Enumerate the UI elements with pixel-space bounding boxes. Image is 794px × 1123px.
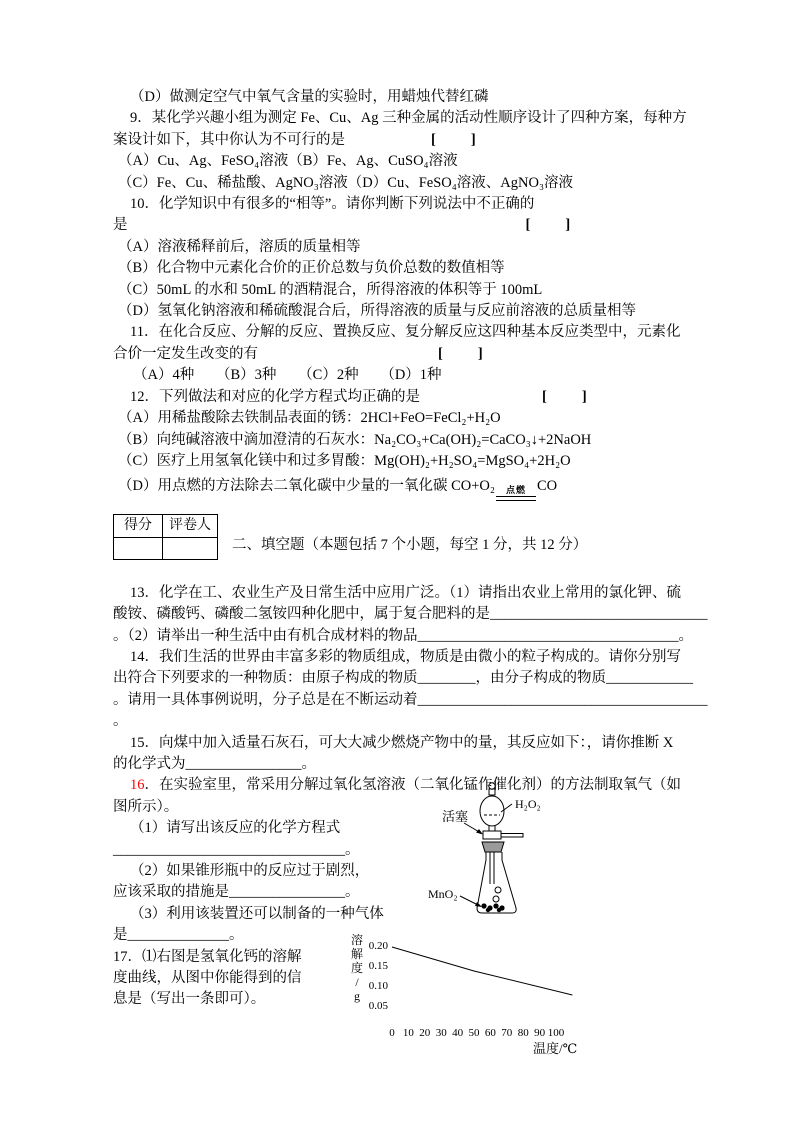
apparatus-drawing (420, 778, 640, 928)
q16-sub1-blank: ________________________________。 (113, 841, 360, 858)
double-equals-line (496, 496, 536, 501)
peroxide-label: H₂O₂ (515, 797, 541, 811)
catalyst-label: MnO₂ (428, 887, 458, 901)
q15-line2: 的化学式为________________。 (113, 755, 316, 772)
svg-text:0: 0 (389, 1027, 395, 1039)
q10-stem-line1: 10．化学知识中有很多的“相等”。请你判断下列说法中不正确的 (130, 196, 535, 213)
svg-text:20: 20 (419, 1027, 431, 1039)
q16-sub2-line2: 应该采取的措施是________________。 (113, 884, 360, 901)
funnel-stopper-neck (489, 789, 495, 795)
q17-line2: 度曲线，从图中你能得到的信 (113, 970, 302, 987)
q16-line2: 图所示）。 (113, 798, 179, 815)
score-value-cell (114, 537, 163, 559)
piston-arrow-head (476, 829, 483, 835)
q14-line2: 出符合下列要求的一种物质：由原子构成的物质________，由分子构成的物质____________ (113, 670, 693, 687)
svg-text:70: 70 (501, 1027, 513, 1039)
score-table (113, 514, 218, 559)
q13-line1: 13．化学在工、农业生产及日常生活中应用广泛。（1）请指出农业上常用的氯化钾、硫 (130, 584, 681, 601)
q9-answer-bracket: [ ] (431, 131, 478, 148)
solubility-chart-figure (340, 918, 730, 1068)
q16-sub2-line1: （2）如果锥形瓶中的反应过于剧烈， (130, 863, 370, 879)
q11-answer-bracket: [ ] (438, 345, 485, 362)
chart-x-tick-labels (389, 1027, 565, 1039)
q11-stem-line1: 11．在化合反应、分解的反应、置换反应、复分解反应这四种基本反应类型中，元素化 (130, 324, 681, 341)
q14-line3: 。请用一具体事例说明，分子总是在不断运动着________________________________________ (113, 691, 708, 708)
q14-line4: 。 (113, 713, 128, 730)
reviewer-label-cell: 评卷人 (163, 515, 218, 537)
q12-option-c: （C）医疗上用氢氧化镁中和过多胃酸：Mg(OH)₂+H₂SO₄=MgSO₄+2H₂O (118, 452, 571, 469)
q8-option-d: （D）做测定空气中氧气含量的实验时，用蜡烛代替红磷 (130, 89, 489, 105)
svg-text:100: 100 (547, 1027, 565, 1039)
q9-options-ab: （A）Cu、Ag、FeSO₄溶液（B）Fe、Ag、CuSO₄溶液 (118, 153, 458, 170)
q10-option-d: （D）氢氧化钠溶液和稀硫酸混合后，所得溶液的质量与反应前溶液的总质量相等 (118, 303, 636, 320)
q14-line1: 14．我们生活的世界由丰富多彩的物质组成，物质是由微小的粒子构成的。请你分别写 (130, 648, 681, 665)
svg-text:溶: 溶 (350, 933, 364, 947)
svg-text:解: 解 (350, 947, 364, 961)
q15-line1: 15．向煤中加入适量石灰石，可大大减少燃烧产物中的量，其反应如下：，请你推断 X (130, 734, 674, 751)
chart-y-tick-labels (369, 940, 389, 1012)
svg-text:度: 度 (350, 961, 364, 975)
svg-text:10: 10 (402, 1027, 414, 1039)
svg-text:30: 30 (435, 1027, 447, 1039)
svg-text:0.15: 0.15 (368, 960, 388, 972)
q11-stem-line2: 合价一定发生改变的有 [ ] (113, 345, 485, 362)
q16-sub3-line1: （3）利用该装置还可以制备的一种气体 (130, 905, 384, 922)
section2-title: 二、填空题（本题包括 7 个小题，每空 1 分，共 12 分） (232, 537, 588, 554)
bubble-2 (493, 896, 499, 902)
score-label-cell: 得分 (114, 515, 163, 537)
q10-stem-line2: 是 [ ] (113, 217, 573, 234)
piston-label: 活塞 (442, 809, 469, 824)
stopcock-handle (501, 834, 523, 838)
q12-stem: 12．下列做法和对应的化学方程式均正确的是 [ ] (130, 388, 589, 405)
rubber-stopper (482, 842, 504, 852)
bubble-1 (495, 887, 501, 893)
q17-line3: 息是（写出一条即可）。 (113, 991, 266, 1008)
q12-answer-bracket: [ ] (542, 388, 589, 405)
svg-text:0.10: 0.10 (368, 980, 388, 992)
q10-option-a: （A）溶液稀释前后，溶质的质量相等 (118, 238, 361, 255)
chart-y-axis-label (351, 932, 363, 1003)
q13-line3: 。（2）请举出一种生活中由有机合成材料的物品____________________________________。 (113, 627, 693, 644)
chart-x-axis-label: 温度/℃ (533, 1041, 578, 1056)
catalyst-solid (481, 903, 504, 912)
q12-option-b: （B）向纯碱溶液中滴加澄清的石灰水：Na₂CO₃+Ca(OH)₂=CaCO₃↓+2NaOH (118, 431, 592, 448)
q16-sub3-line2: 是______________。 (113, 927, 244, 944)
oxygen-apparatus-figure (420, 778, 640, 928)
q10-answer-bracket: [ ] (525, 217, 573, 234)
q12-option-a: （A）用稀盐酸除去铁制品表面的锈：2HCl+FeO=FeCl₂+H₂O (118, 410, 501, 427)
svg-text:0.05: 0.05 (368, 1000, 388, 1012)
solubility-curve-line (392, 947, 572, 995)
q16-number: 16 (130, 777, 145, 794)
funnel-stopper-knob (489, 783, 495, 789)
svg-text:90: 90 (534, 1027, 546, 1039)
funnel-bulb (480, 796, 504, 826)
q9-stem-line2: 案设计如下，其中你认为不可行的是 [ ] (113, 131, 478, 148)
svg-text:40: 40 (452, 1027, 464, 1039)
q12-option-d: （D）用点燃的方法除去二氧化碳中少量的一氧化碳 CO+O₂ 点燃 CO (113, 476, 685, 501)
svg-text:60: 60 (484, 1027, 496, 1039)
svg-text:/: / (355, 975, 359, 989)
ignite-condition: 点燃 (496, 485, 536, 501)
svg-text:80: 80 (517, 1027, 529, 1039)
q9-options-cd: （C）Fe、Cu、稀盐酸、AgNO₃溶液（D）Cu、FeSO₄溶液、AgNO₃溶液 (118, 174, 574, 191)
svg-text:g: g (354, 989, 360, 1003)
svg-text:0.20: 0.20 (368, 940, 388, 952)
score-table-row (113, 514, 685, 559)
q17-line1: 17．⑴右图是氢氧化钙的溶解 (113, 948, 302, 965)
q13-line2: 酸铵、磷酸钙、磷酸二氢铵四种化肥中，属于复合肥料的是______________________________ (113, 606, 708, 623)
svg-text:50: 50 (468, 1027, 480, 1039)
catalyst-arrow-head (475, 902, 482, 907)
q16-line1: 16．在实验室里，常采用分解过氧化氢溶液（二氧化锰作催化剂）的方法制取氧气（如 (130, 777, 681, 794)
q16-sub1: （1）请写出该反应的化学方程式 (130, 820, 341, 837)
reviewer-value-cell (163, 537, 218, 559)
q11-options: （A）4种 （B）3种 （C）2种 （D）1种 (133, 367, 442, 384)
q10-option-c: （C）50mL 的水和 50mL 的酒精混合，所得溶液的体积等于 100mL (118, 281, 543, 298)
q10-option-b: （B）化合物中元素化合价的正价总数与负价总数的数值相等 (118, 260, 505, 277)
solubility-chart (340, 918, 730, 1068)
q9-stem-line1: 9．某化学兴趣小组为测定 Fe、Cu、Ag 三种金属的活动性顺序设计了四种方案，每种方 (130, 110, 687, 127)
stopcock-body (483, 831, 501, 839)
